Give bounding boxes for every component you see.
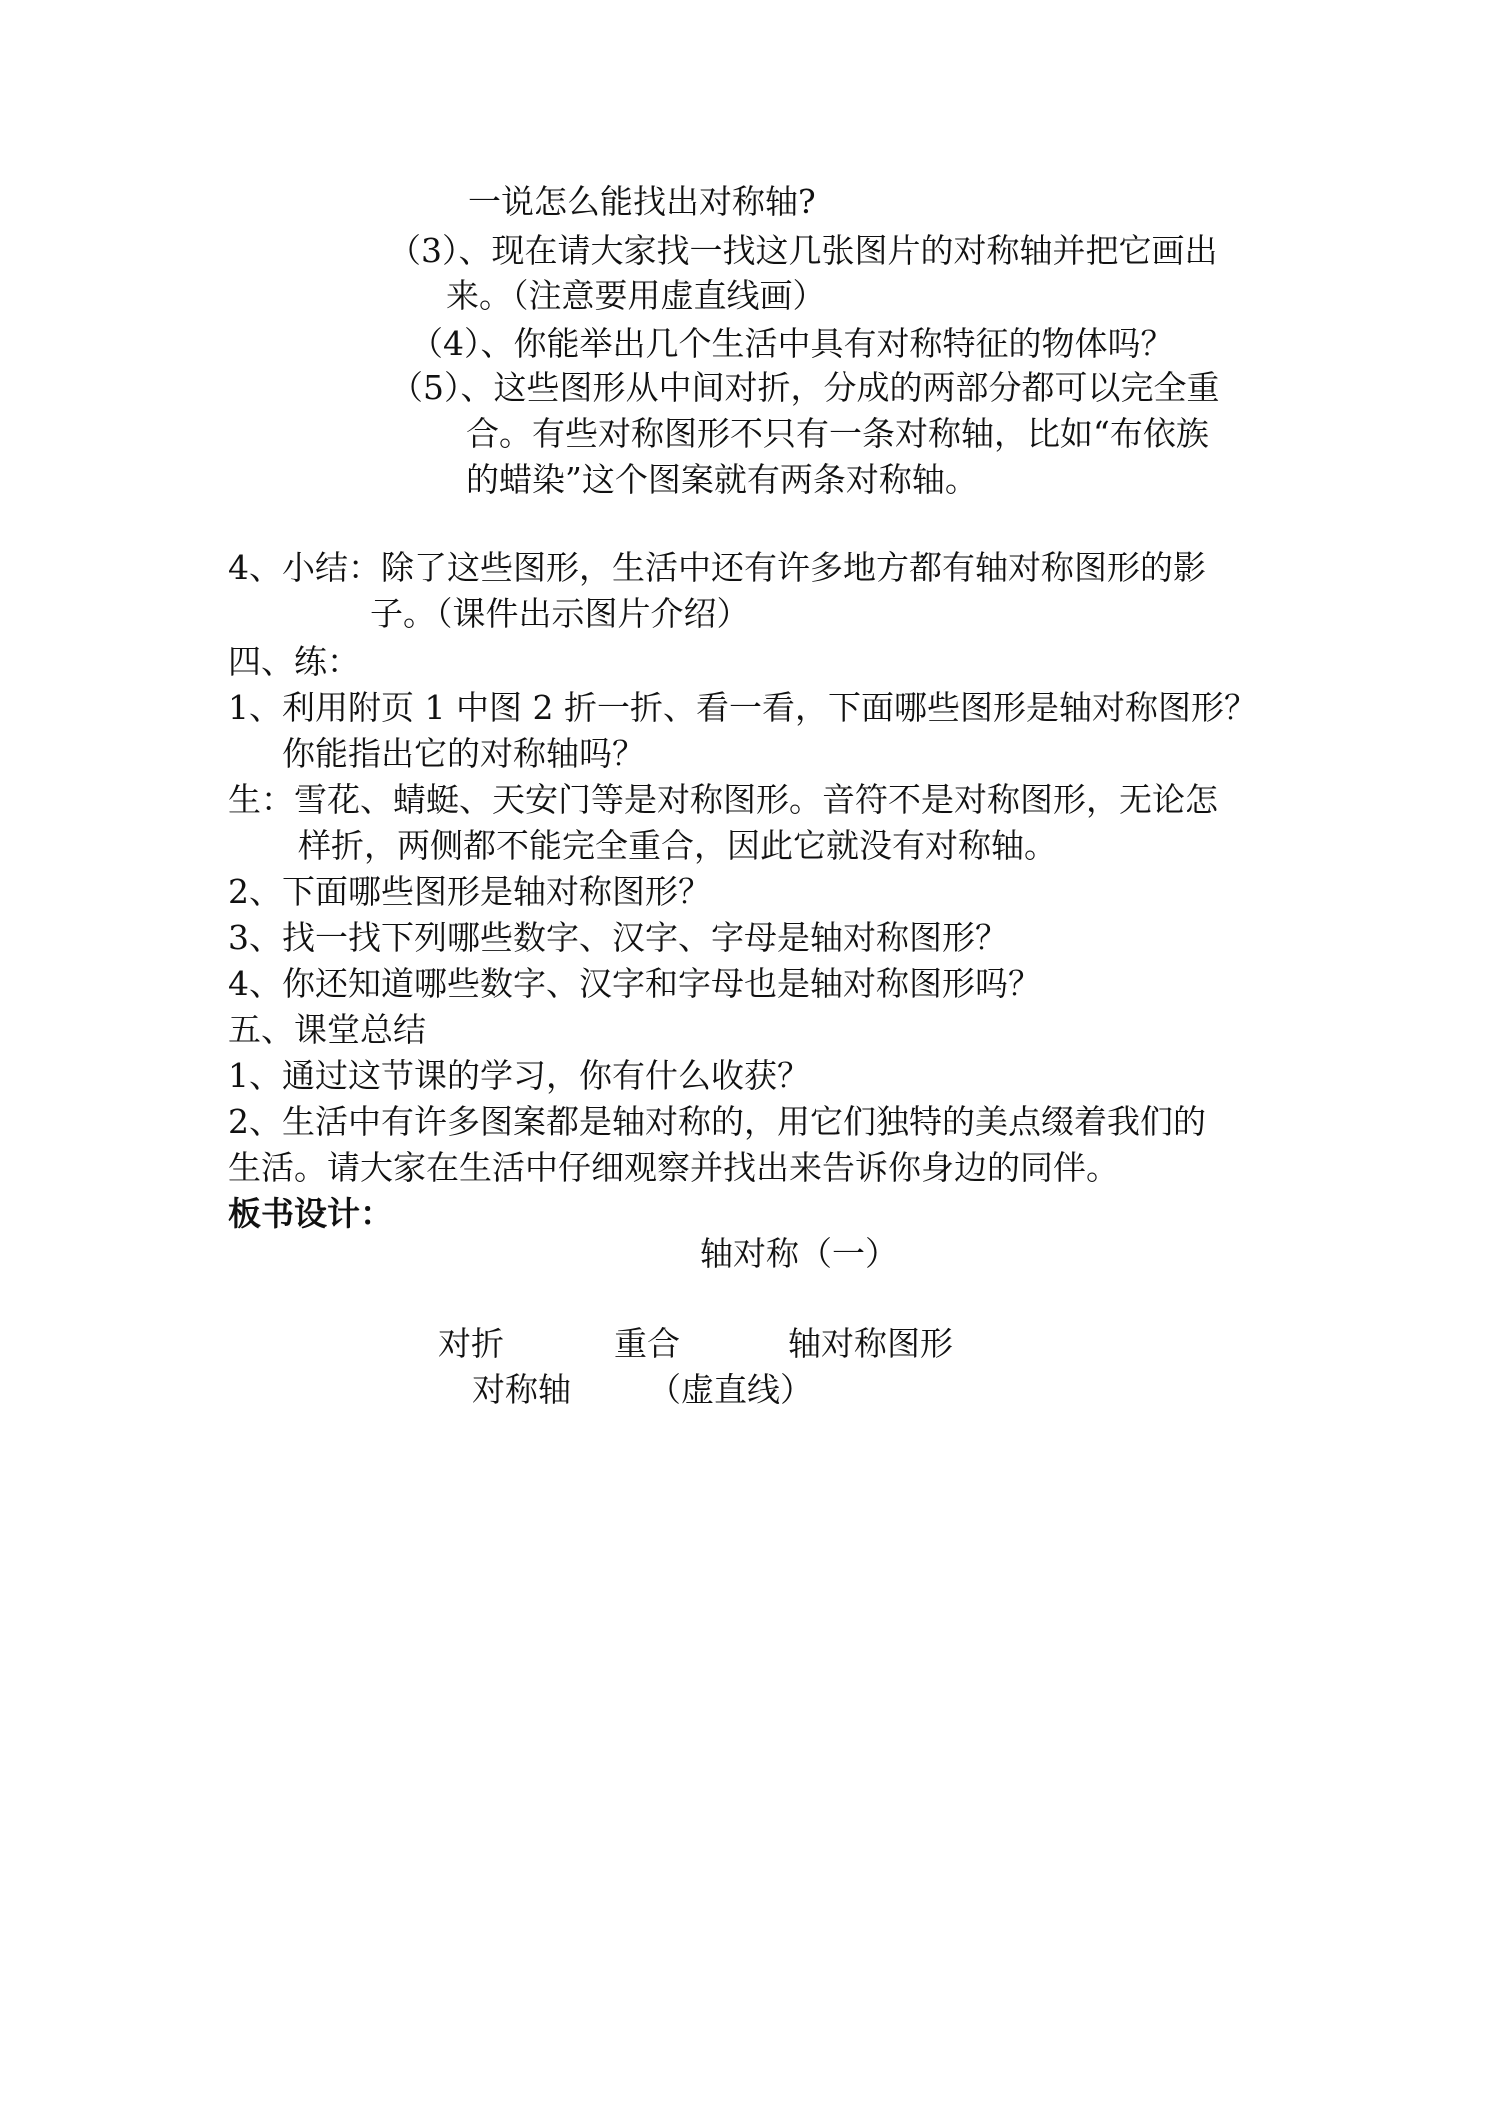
text-line: 3、找一找下列哪些数字、汉字、字母是轴对称图形？ — [228, 918, 1008, 957]
text-line: 2、下面哪些图形是轴对称图形？ — [228, 872, 711, 911]
text-line: 4、你还知道哪些数字、汉字和字母也是轴对称图形吗？ — [228, 964, 1041, 1003]
text-line: 1、通过这节课的学习，你有什么收获？ — [228, 1056, 810, 1095]
text-line: 生：雪花、蜻蜓、天安门等是对称图形。音符不是对称图形，无论怎 — [228, 780, 1218, 819]
text-line: （5）、这些图形从中间对折，分成的两部分都可以完全重 — [390, 368, 1220, 407]
text-line: 样折，两侧都不能完全重合，因此它就没有对称轴。 — [298, 826, 1057, 865]
text-line: 一说怎么能找出对称轴? — [468, 182, 816, 221]
board-term: 对称轴 — [472, 1370, 571, 1409]
board-term: 对折 — [438, 1324, 504, 1363]
text-line: 2、生活中有许多图案都是轴对称的，用它们独特的美点缀着我们的 — [228, 1102, 1206, 1141]
text-line: 合。有些对称图形不只有一条对称轴，比如“布依族 — [466, 414, 1209, 453]
board-title: 轴对称（一） — [700, 1234, 898, 1273]
text-line: 五、课堂总结 — [228, 1010, 426, 1049]
text-line: 的蜡染”这个图案就有两条对称轴。 — [466, 460, 978, 499]
board-term: （虚直线） — [648, 1370, 813, 1409]
text-line: （3）、现在请大家找一找这几张图片的对称轴并把它画出 — [388, 231, 1218, 270]
text-line: 1、利用附页 1 中图 2 折一折、看一看，下面哪些图形是轴对称图形？ — [228, 688, 1257, 727]
text-line: 来。（注意要用虚直线画） — [446, 276, 826, 315]
text-line: 子。（课件出示图片介绍） — [370, 594, 750, 633]
text-line: 四、练： — [228, 642, 360, 681]
text-line: 你能指出它的对称轴吗？ — [282, 734, 645, 773]
text-line: 生活。请大家在生活中仔细观察并找出来告诉你身边的同伴。 — [228, 1148, 1119, 1187]
board-design-heading: 板书设计： — [228, 1194, 393, 1233]
text-line: 4、小结：除了这些图形，生活中还有许多地方都有轴对称图形的影 — [228, 548, 1206, 587]
board-term: 重合 — [614, 1324, 680, 1363]
board-term: 轴对称图形 — [788, 1324, 953, 1363]
text-line: （4）、你能举出几个生活中具有对称特征的物体吗？ — [410, 324, 1174, 363]
